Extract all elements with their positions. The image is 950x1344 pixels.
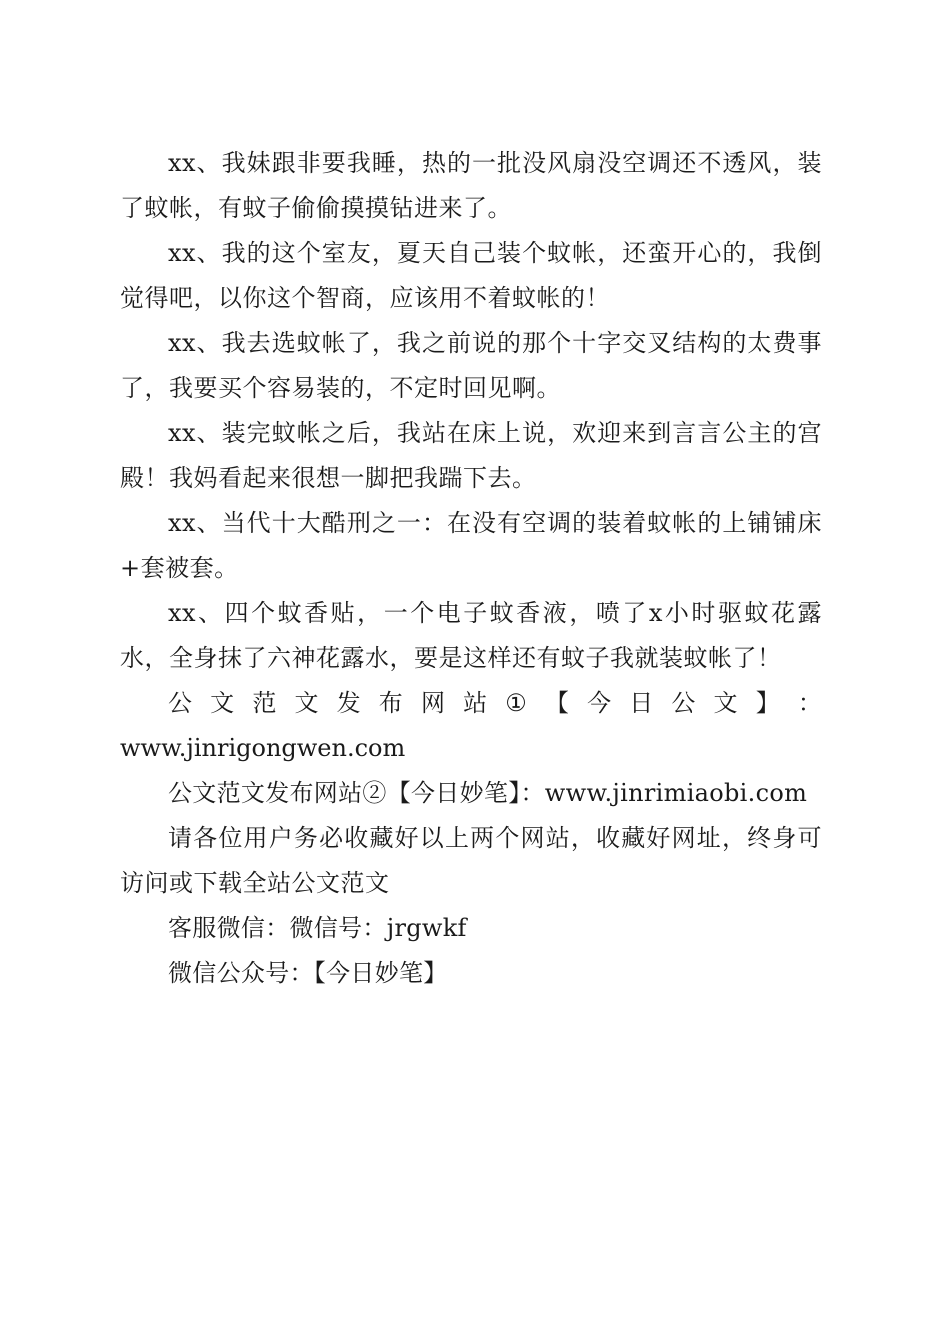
paragraph-6: xx、四个蚊香贴，一个电子蚊香液，喷了x小时驱蚊花露水，全身抹了六神花露水，要是这样还有蚊子我就装蚊帐了！ [120, 599, 822, 672]
site-1-char: 布 [378, 689, 403, 717]
site-1-char: 【 [544, 689, 569, 717]
paragraph-3: xx、我去选蚊帐了，我之前说的那个十字交叉结构的太费事了，我要买个容易装的，不定时回见啊。 [120, 329, 822, 402]
site-1-char: 范 [252, 689, 277, 717]
site-1-heading [120, 681, 822, 726]
site-1-char: 文 [294, 689, 319, 717]
paragraph-1: xx、我妹跟非要我睡，热的一批没风扇没空调还不透风，装了蚊帐，有蚊子偷偷摸摸钻进来了。 [120, 149, 822, 222]
document-body [120, 141, 822, 996]
site-2-line: 公文范文发布网站②【今日妙笔】：www.jinrimiaobi.com [168, 779, 808, 807]
site-1-char: 网 [420, 689, 445, 717]
site-1-char: 公 [168, 689, 192, 717]
site-1-char: 站 [463, 689, 488, 717]
site-1-char: ① [505, 689, 527, 717]
site-1-char: 公 [671, 689, 696, 717]
site-1-char: ： [797, 689, 822, 717]
site-1-char: 文 [210, 689, 235, 717]
site-1-char: 日 [629, 689, 654, 717]
wechat-service-line: 客服微信：微信号：jrgwkf [168, 914, 467, 942]
wechat-public-line: 微信公众号：【今日妙笔】 [168, 959, 448, 987]
site-1-char: 文 [713, 689, 738, 717]
site-1-url: www.jinrigongwen.com [120, 734, 406, 762]
paragraph-2: xx、我的这个室友，夏天自己装个蚊帐，还蛮开心的，我倒觉得吧，以你这个智商，应该用不着蚊帐的！ [120, 239, 822, 312]
paragraph-4: xx、装完蚊帐之后，我站在床上说，欢迎来到言言公主的宫殿！我妈看起来很想一脚把我踹下去。 [120, 419, 822, 492]
site-1-char: 】 [755, 689, 780, 717]
site-1-char: 今 [587, 689, 612, 717]
bookmark-notice: 请各位用户务必收藏好以上两个网站，收藏好网址，终身可访问或下载全站公文范文 [120, 824, 822, 897]
paragraph-5: xx、当代十大酷刑之一：在没有空调的装着蚊帐的上铺铺床+套被套。 [120, 509, 822, 582]
site-1-char: 发 [336, 689, 361, 717]
